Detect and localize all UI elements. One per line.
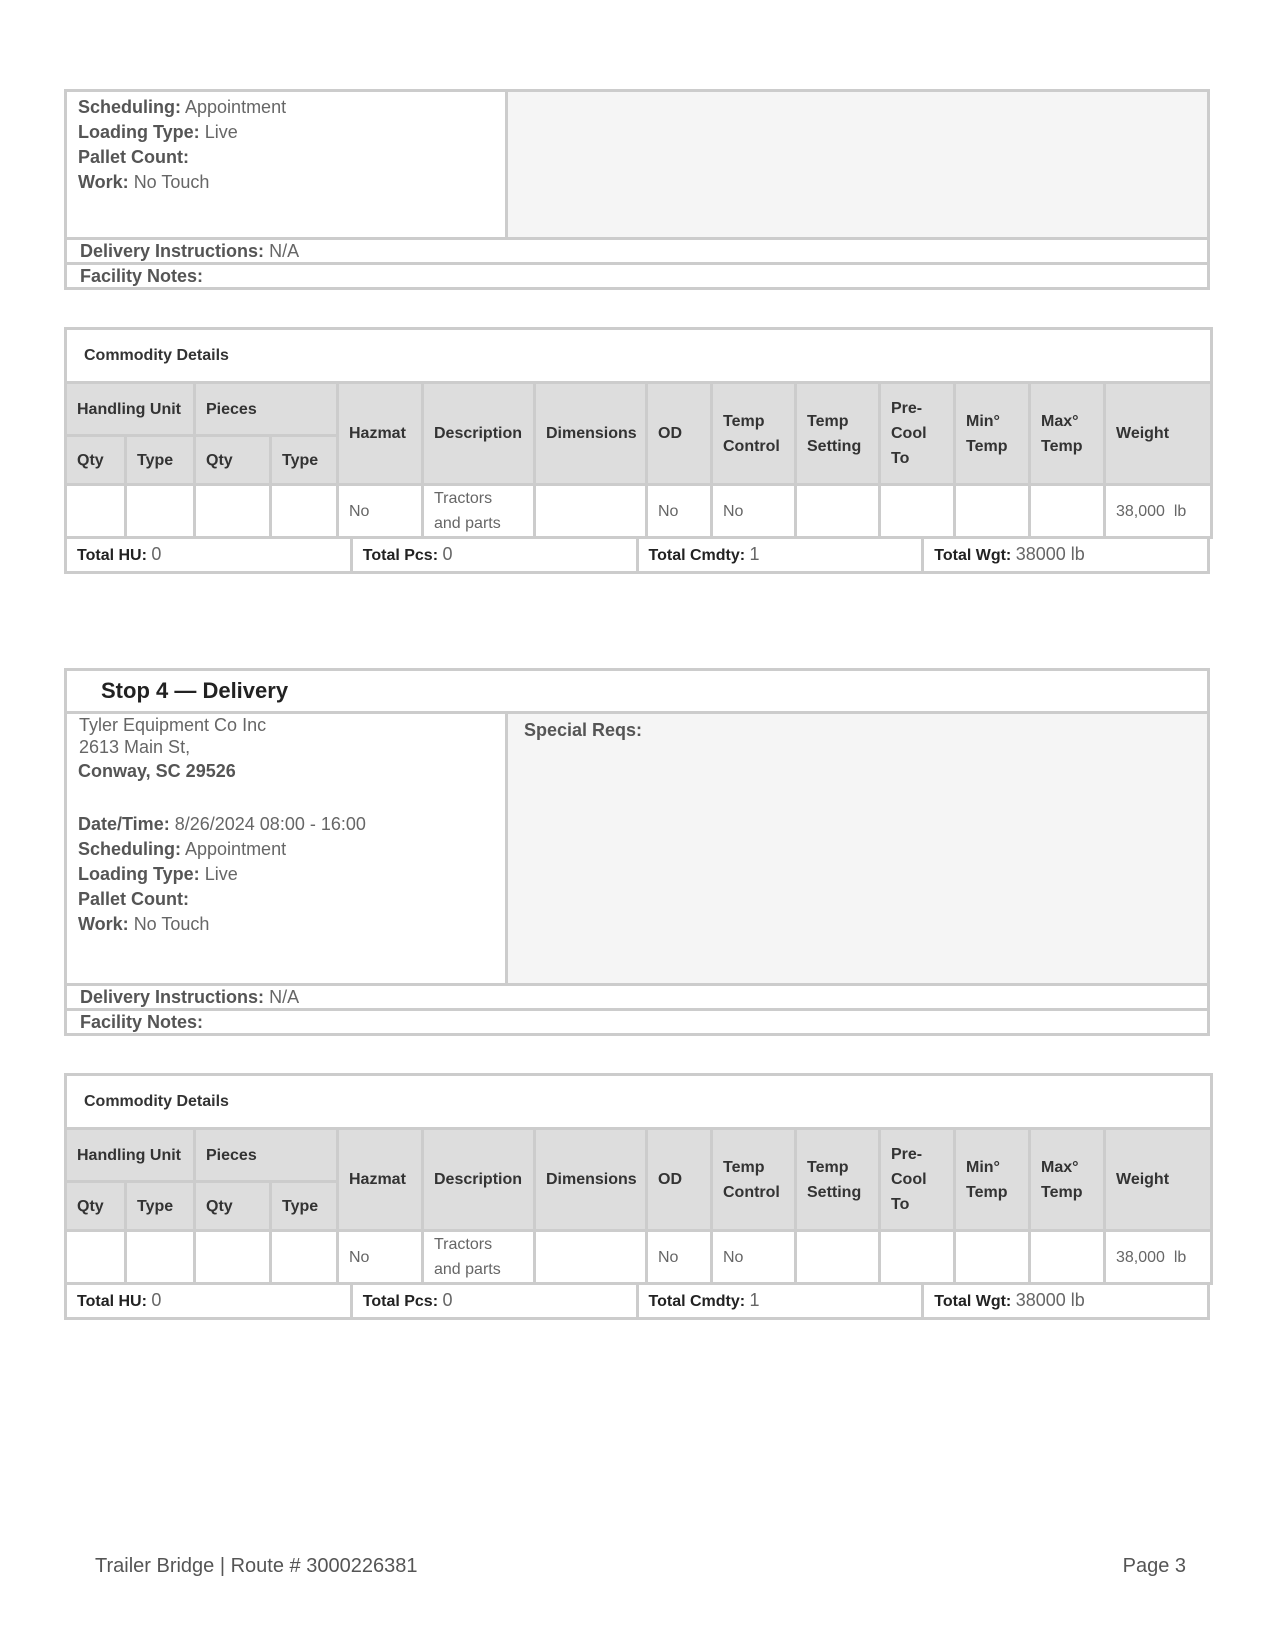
hu-type-cell <box>126 485 195 538</box>
pc-qty-header: Qty <box>195 1182 271 1231</box>
street-address: 2613 Main St, <box>79 737 191 757</box>
hazmat-cell: No <box>338 485 423 538</box>
weight-cell: 38,000 lb <box>1105 1231 1212 1284</box>
stop-title: Stop 4 — Delivery <box>101 678 289 703</box>
pc-type-header: Type <box>271 1182 338 1231</box>
dimensions-cell <box>535 1231 647 1284</box>
table-row <box>66 485 1212 538</box>
total-cmdty: Total Cmdty: 1 <box>639 1285 925 1317</box>
pre-cool-header: Pre- Cool To <box>880 383 955 485</box>
total-wgt: Total Wgt: 38000 lb <box>934 544 1085 564</box>
pre-cool-cell <box>880 1231 955 1284</box>
temp-control-cell: No <box>712 1231 796 1284</box>
city-state-zip: Conway, SC 29526 <box>78 761 236 781</box>
stop-4-box <box>64 668 1210 986</box>
max-temp-header: Max° Temp <box>1030 1129 1105 1231</box>
description-cell: Tractors and parts <box>423 1231 535 1284</box>
total-pcs: Total Pcs: 0 <box>353 1285 639 1317</box>
temp-setting-header: Temp Setting <box>796 1129 880 1231</box>
commodity-title: Commodity Details <box>66 1075 1212 1129</box>
pallet-count-line: Pallet Count: <box>78 147 189 167</box>
commodity-totals <box>64 539 1210 574</box>
temp-setting-cell <box>796 485 880 538</box>
work-line: Work: No Touch <box>78 914 210 934</box>
total-hu: Total HU: 0 <box>67 1285 353 1317</box>
od-cell: No <box>647 485 712 538</box>
max-temp-cell <box>1030 485 1105 538</box>
max-temp-cell <box>1030 1231 1105 1284</box>
commodity-table <box>64 327 1213 539</box>
commodity-table <box>64 1073 1213 1285</box>
footer-route: Trailer Bridge | Route # 3000226381 <box>95 1555 418 1577</box>
handling-unit-header: Handling Unit <box>66 383 195 436</box>
commodity-title: Commodity Details <box>66 329 1212 383</box>
commodity-totals <box>64 1285 1210 1320</box>
weight-cell: 38,000 lb <box>1105 485 1212 538</box>
stop-details-box <box>64 89 1210 240</box>
delivery-instructions-row: Delivery Instructions: N/A <box>64 983 1210 1011</box>
pre-cool-cell <box>880 485 955 538</box>
total-wgt: Total Wgt: 38000 lb <box>934 1290 1085 1310</box>
pieces-header: Pieces <box>195 1129 338 1182</box>
hu-type-header: Type <box>126 1182 195 1231</box>
od-cell: No <box>647 1231 712 1284</box>
handling-unit-header: Handling Unit <box>66 1129 195 1182</box>
special-reqs-panel <box>508 714 1207 986</box>
description-header: Description <box>423 383 535 485</box>
weight-header: Weight <box>1105 383 1212 485</box>
temp-control-header: Temp Control <box>712 1129 796 1231</box>
hu-type-cell <box>126 1231 195 1284</box>
hu-type-header: Type <box>126 436 195 485</box>
datetime-line: Date/Time: 8/26/2024 08:00 - 16:00 <box>78 814 366 834</box>
min-temp-header: Min° Temp <box>955 383 1030 485</box>
work-line: Work: No Touch <box>78 172 210 192</box>
special-reqs-label: Special Reqs: <box>524 720 643 740</box>
pre-cool-header: Pre- Cool To <box>880 1129 955 1231</box>
company-name: Tyler Equipment Co Inc <box>79 715 267 735</box>
special-reqs-panel <box>508 92 1207 240</box>
pc-qty-cell <box>195 485 271 538</box>
min-temp-cell <box>955 1231 1030 1284</box>
hu-qty-header: Qty <box>66 436 126 485</box>
footer-page-number: Page 3 <box>1122 1555 1186 1577</box>
pallet-count-line: Pallet Count: <box>78 889 189 909</box>
loading-type-line: Loading Type: Live <box>78 122 238 142</box>
pieces-header: Pieces <box>195 383 338 436</box>
delivery-instructions-row: Delivery Instructions: N/A <box>64 237 1210 265</box>
pc-qty-cell <box>195 1231 271 1284</box>
description-header: Description <box>423 1129 535 1231</box>
weight-header: Weight <box>1105 1129 1212 1231</box>
facility-notes-row: Facility Notes: <box>64 262 1210 290</box>
hu-qty-header: Qty <box>66 1182 126 1231</box>
pc-type-cell <box>271 485 338 538</box>
max-temp-header: Max° Temp <box>1030 383 1105 485</box>
min-temp-cell <box>955 485 1030 538</box>
temp-control-header: Temp Control <box>712 383 796 485</box>
dimensions-cell <box>535 485 647 538</box>
pc-qty-header: Qty <box>195 436 271 485</box>
scheduling-line: Scheduling: Appointment <box>78 97 287 117</box>
total-cmdty: Total Cmdty: 1 <box>639 539 925 571</box>
description-cell: Tractors and parts <box>423 485 535 538</box>
total-hu: Total HU: 0 <box>67 539 353 571</box>
od-header: OD <box>647 1129 712 1231</box>
od-header: OD <box>647 383 712 485</box>
hu-qty-cell <box>66 485 126 538</box>
hazmat-header: Hazmat <box>338 1129 423 1231</box>
scheduling-line: Scheduling: Appointment <box>78 839 287 859</box>
temp-control-cell: No <box>712 485 796 538</box>
facility-notes-row: Facility Notes: <box>64 1008 1210 1036</box>
pc-type-cell <box>271 1231 338 1284</box>
loading-type-line: Loading Type: Live <box>78 864 238 884</box>
hazmat-header: Hazmat <box>338 383 423 485</box>
total-pcs: Total Pcs: 0 <box>353 539 639 571</box>
temp-setting-cell <box>796 1231 880 1284</box>
pc-type-header: Type <box>271 436 338 485</box>
temp-setting-header: Temp Setting <box>796 383 880 485</box>
commodity-details-bottom <box>64 1073 1213 1320</box>
dimensions-header: Dimensions <box>535 1129 647 1231</box>
hazmat-cell: No <box>338 1231 423 1284</box>
hu-qty-cell <box>66 1231 126 1284</box>
table-row <box>66 1231 1212 1284</box>
dimensions-header: Dimensions <box>535 383 647 485</box>
min-temp-header: Min° Temp <box>955 1129 1030 1231</box>
commodity-details-top <box>64 327 1213 574</box>
